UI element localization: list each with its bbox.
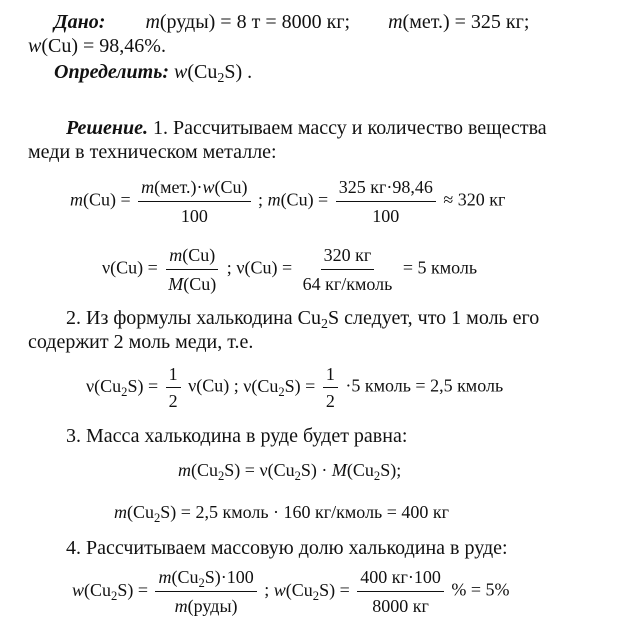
f3-lhs: $\nu(Cu_2S)$ = (86, 375, 159, 399)
step2-line-1: 2. Из формулы халькодина $Cu_2S$ следует, что 1 моль его (66, 307, 540, 333)
f3-fraction-2 (323, 364, 338, 411)
f1-lhs2: m(Cu) = (267, 189, 329, 210)
metal-mass: m(мет.) = 325 кг; (388, 11, 530, 33)
f3-denominator: 2 (168, 391, 178, 411)
formula-4: $m(Cu_2S) = \nu(Cu_2S) \cdot M(Cu_2S)$; (178, 460, 402, 483)
f3-result: ·5 кмоль = 2,5 кмоль (345, 375, 504, 396)
step3-line: 3. Масса халькодина в руде будет равна: (66, 425, 408, 447)
f1-fraction-2 (336, 176, 436, 227)
step4-line: 4. Рассчитываем массовую долю халькодина в руде: (66, 537, 508, 559)
f3-lhs2: $\nu(Cu_2S)$ = (243, 375, 316, 399)
formula-6 (72, 566, 510, 617)
f3-numerator-2: 1 (323, 364, 338, 388)
f2-numerator-2: 320 кг (321, 244, 375, 270)
step2-line-2: содержит 2 моль меди, т.е. (28, 331, 254, 353)
f2-denominator-2: 64 кг/кмоль (302, 274, 393, 294)
f1-denominator: 100 (180, 206, 208, 226)
f6-fraction-2 (357, 566, 444, 617)
find-line (54, 60, 253, 87)
f6-denominator: m(руды) (174, 596, 238, 616)
f6-separator: ; (264, 579, 270, 600)
f1-denominator-2: 100 (372, 206, 400, 226)
f2-lhs: ν(Cu) = (102, 257, 158, 278)
solution-label: Решение. (66, 117, 149, 139)
f1-fraction (138, 176, 250, 227)
f1-result: ≈ 320 кг (443, 189, 506, 210)
formula-2 (102, 244, 477, 295)
f2-denominator: M(Cu) (168, 274, 217, 294)
given-line-1 (54, 10, 529, 34)
cu-fraction: w(Cu) = 98,46%. (28, 35, 166, 57)
f1-lhs: m(Cu) = (70, 189, 131, 210)
f3-denominator-2: 2 (325, 391, 335, 411)
find-value: $w(Cu_2S)$ . (174, 61, 253, 87)
step1-line-1 (66, 116, 547, 140)
f3-fraction (166, 364, 181, 411)
f3-numerator: 1 (166, 364, 181, 388)
formula-1 (70, 176, 505, 227)
step1-text: 1. Рассчитываем массу и количество вещества (153, 117, 547, 139)
f6-lhs: $w(Cu_2S)$ = (72, 579, 148, 603)
f2-lhs2: ν(Cu) = (236, 257, 293, 278)
f3-mid: ν(Cu) ; (188, 375, 239, 396)
f2-result: = 5 кмоль (402, 257, 478, 278)
f6-numerator-2: 400 кг·100 (357, 566, 444, 592)
f6-result: % = 5% (451, 579, 510, 600)
f2-fraction-2 (300, 244, 396, 295)
f6-lhs2: $w(Cu_2S)$ = (273, 579, 350, 603)
f2-fraction (165, 244, 219, 295)
f6-denominator-2: 8000 кг (372, 596, 429, 616)
ore-mass: m(руды) = 8 т = 8000 кг; (145, 11, 351, 33)
given-label: Дано: (54, 11, 106, 33)
f2-numerator: m(Cu) (166, 244, 218, 270)
f1-separator: ; (258, 189, 264, 210)
formula-3 (86, 364, 503, 411)
f1-numerator: m(мет.)·w(Cu) (138, 176, 250, 202)
f2-separator: ; (226, 257, 232, 278)
step1-line-2: меди в техническом металле: (28, 141, 277, 163)
f6-numerator: $m(Cu_2S)\cdot 100$ (155, 566, 256, 592)
formula-5: $m(Cu_2S) = 2,5$ кмоль · 160 кг/кмоль = 400 кг (114, 502, 450, 525)
find-label: Определить: (54, 61, 169, 83)
f1-numerator-2: 325 кг·98,46 (336, 176, 436, 202)
f6-fraction (155, 566, 256, 617)
